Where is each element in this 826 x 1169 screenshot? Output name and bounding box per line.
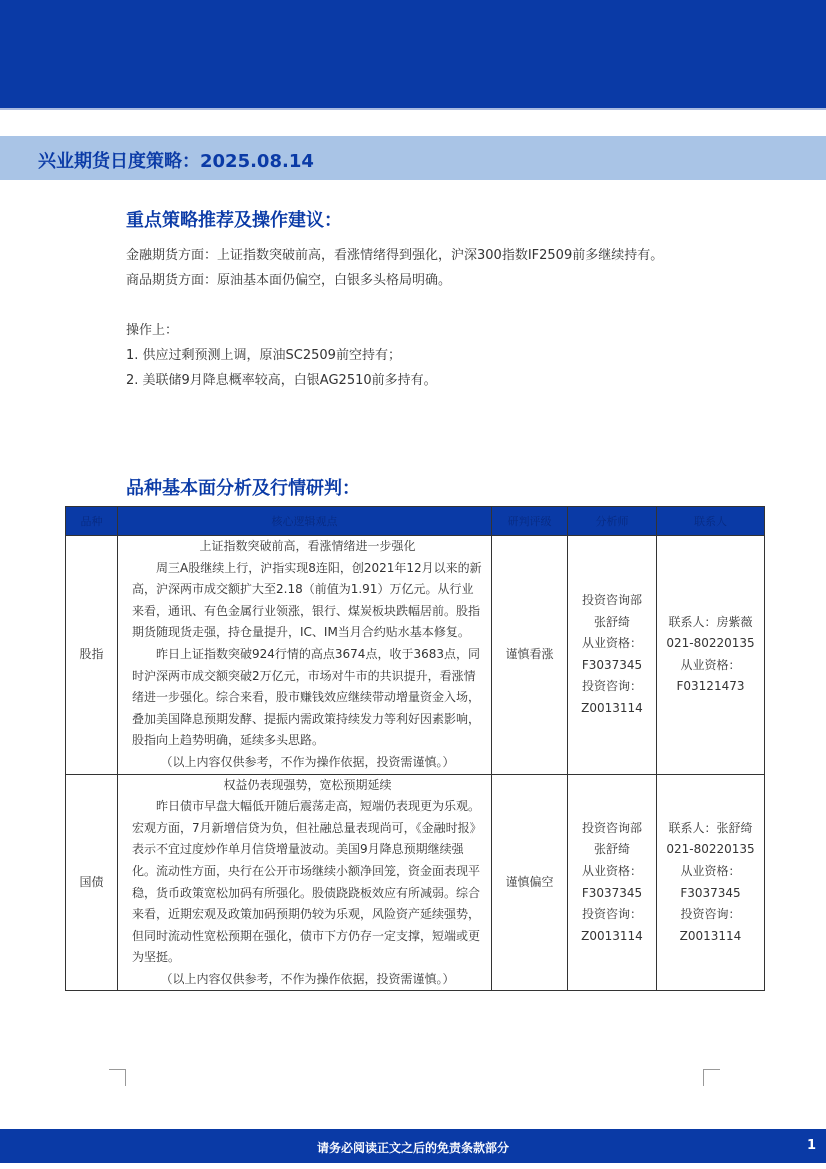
- rating-cell: 谨慎看涨: [492, 536, 568, 775]
- crop-mark-right: [703, 1069, 720, 1086]
- analyst-line: 投资咨询部: [581, 592, 642, 607]
- table-row: [66, 774, 765, 991]
- row-headline: 权益仍表现强势，宽松预期延续: [223, 777, 392, 792]
- footer-band: [0, 1129, 826, 1163]
- column-header-variety: 品种: [66, 507, 118, 536]
- analysis-heading: 品种基本面分析及行情研判：: [126, 478, 360, 499]
- core-logic-cell: [118, 536, 492, 775]
- contact-line: F3037345: [680, 885, 741, 900]
- analyst-line: 从业资格：: [581, 863, 642, 878]
- financial-futures-summary: 金融期货方面：上证指数突破前高，看涨情绪得到强化，沪深300指数IF2509前多继续持有。: [126, 248, 664, 263]
- contact-line: 从业资格：: [680, 863, 741, 878]
- header-band: [0, 0, 826, 108]
- contact-line: 021-80220135: [666, 842, 755, 857]
- rating-cell: 谨慎偏空: [492, 774, 568, 991]
- contact-line: F03121473: [676, 679, 745, 694]
- analyst-line: 投资咨询：: [581, 679, 642, 694]
- table-row: [66, 536, 765, 775]
- analyst-cell: [568, 536, 657, 775]
- table-header-row: [66, 507, 765, 536]
- footer-disclaimer: 请务必阅读正文之后的免责条款部分: [316, 1141, 509, 1155]
- operation-item: 2. 美联储9月降息概率较高，白银AG2510前多持有。: [126, 373, 437, 388]
- disclaimer-note: （以上内容仅供参考，不作为操作依据，投资需谨慎。）: [160, 754, 455, 769]
- crop-mark-left: [109, 1069, 126, 1086]
- contact-line: 联系人：张舒绮: [668, 820, 753, 835]
- operation-label: 操作上：: [126, 323, 179, 338]
- title-band: [0, 136, 826, 180]
- analyst-line: 投资咨询：: [581, 907, 642, 922]
- contact-line: 021-80220135: [666, 636, 755, 651]
- analysis-paragraph: 昨日上证指数突破924行情的高点3674点，收于3683点，同时沪深两市成交额突破2万亿元，市场对牛市的共识提升，看涨情绪进一步强化。综合来看，股市赚钱效应继续带动增量资金入场，叠加美国降息预期发酵、提振内需政策持续发力等利好因素影响，股指向上趋势明确，延续多头思路。: [132, 646, 481, 748]
- column-header-rating: 研判评级: [492, 507, 568, 536]
- analyst-line: 张舒绮: [593, 842, 630, 857]
- operation-item: 1. 供应过剩预测上调，原油SC2509前空持有；: [126, 348, 401, 363]
- disclaimer-note: （以上内容仅供参考，不作为操作依据，投资需谨慎。）: [160, 971, 455, 986]
- analyst-cell: [568, 774, 657, 991]
- analyst-line: 投资咨询部: [581, 820, 642, 835]
- column-header-core-logic: 核心逻辑观点: [118, 507, 492, 536]
- analyst-line: F3037345: [581, 885, 643, 900]
- commodity-futures-summary: 商品期货方面：原油基本面仍偏空，白银多头格局明确。: [126, 273, 452, 288]
- report-title: 兴业期货日度策略：2025.08.14: [38, 151, 314, 172]
- analyst-line: 张舒绮: [593, 614, 630, 629]
- strategy-heading: 重点策略推荐及操作建议：: [126, 210, 342, 231]
- analyst-line: Z0013114: [581, 700, 643, 715]
- analysis-table: [65, 506, 765, 991]
- analyst-line: Z0013114: [581, 928, 643, 943]
- core-logic-cell: [118, 774, 492, 991]
- page-number: 1: [806, 1138, 816, 1153]
- contact-line: 联系人：房紫薇: [668, 614, 753, 629]
- analysis-paragraph: 周三A股继续上行，沪指实现8连阳，创2021年12月以来的新高，沪深两市成交额扩大至2.18（前值为1.91）万亿元。从行业来看，通讯、有色金属行业领涨，银行、煤炭板块跌幅居前。股指期货随现货走强，持仓量提升，IC、IM当月合约贴水基本修复。: [132, 560, 482, 640]
- variety-cell: 国债: [66, 774, 118, 991]
- contact-line: 投资咨询：: [680, 907, 741, 922]
- analysis-paragraph: 昨日债市早盘大幅低开随后震荡走高，短端仍表现更为乐观。宏观方面，7月新增信贷为负，但社融总量表现尚可，《金融时报》表示不宜过度炒作单月信贷增量波动。美国9月降息预期继续强化。流动性方面，央行在公开市场继续小额净回笼，资金面表现平稳，货币政策宽松加码有所强化。股债跷跷板效应有所减弱。综合来看，近期宏观及政策加码预期仍较为乐观，风险资产延续强势，但同时流动性宽松预期在强化，债市下方仍存一定支撑，短端或更为坚挺。: [132, 799, 482, 965]
- contact-cell: [657, 774, 765, 991]
- variety-cell: 股指: [66, 536, 118, 775]
- header-divider: [0, 108, 826, 110]
- column-header-analyst: 分析师: [568, 507, 657, 536]
- analyst-line: F3037345: [581, 657, 643, 672]
- contact-cell: [657, 536, 765, 775]
- analyst-line: 从业资格：: [581, 636, 642, 651]
- contact-line: Z0013114: [679, 928, 742, 943]
- contact-line: 从业资格：: [680, 657, 741, 672]
- row-headline: 上证指数突破前高，看涨情绪进一步强化: [199, 539, 416, 553]
- column-header-contact: 联系人: [657, 507, 765, 536]
